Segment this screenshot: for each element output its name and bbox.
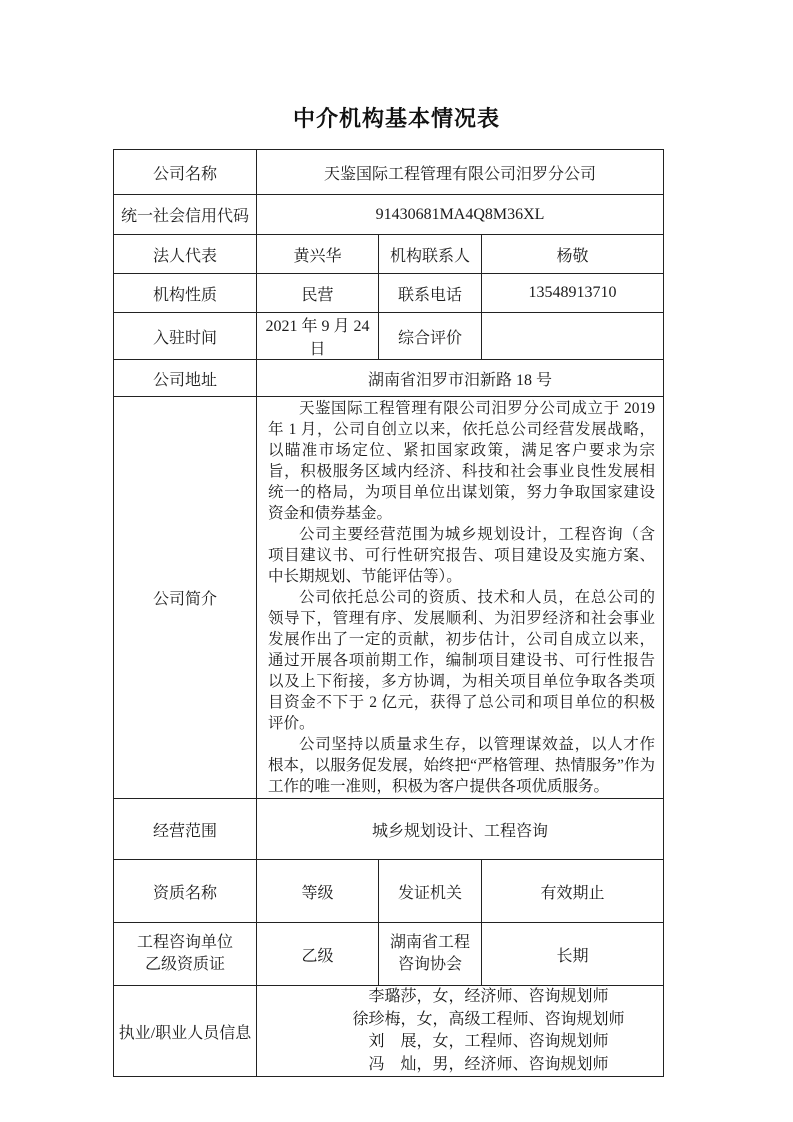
qualification-name-line2: 乙级资质证 (144, 956, 225, 973)
phone-label: 联系电话 (379, 274, 482, 313)
evaluation-label: 综合评价 (379, 313, 482, 360)
qual-issuer-header: 发证机关 (379, 860, 482, 923)
row-qualification-header (114, 860, 664, 923)
contact-person-value: 杨敬 (482, 235, 664, 274)
qual-name-header: 资质名称 (114, 860, 257, 923)
credit-code-value: 91430681MA4Q8M36XL (257, 195, 664, 235)
row-org-nature (114, 274, 664, 313)
personnel-label: 执业/职业人员信息 (114, 986, 257, 1077)
qualification-validity: 长期 (482, 923, 664, 986)
agency-info-table (113, 149, 664, 1077)
qualification-issuer-line1: 湖南省工程 (389, 934, 470, 951)
qualification-name (114, 923, 257, 986)
entry-date-label: 入驻时间 (114, 313, 257, 360)
qualification-issuer-line2: 咨询协会 (397, 956, 462, 973)
row-company-name (114, 150, 664, 195)
phone-value: 13548913710 (482, 274, 664, 313)
legal-rep-label: 法人代表 (114, 235, 257, 274)
document-title: 中介机构基本情况表 (292, 106, 500, 131)
business-scope-label: 经营范围 (114, 799, 257, 860)
contact-person-label: 机构联系人 (379, 235, 482, 274)
credit-code-label: 统一社会信用代码 (114, 195, 257, 235)
row-personnel (114, 986, 664, 1077)
row-legal-rep (114, 235, 664, 274)
personnel-entry: 李璐莎，女，经济师、咨询规划师 (368, 988, 609, 1005)
personnel-entry: 徐珍梅，女，高级工程师、咨询规划师 (352, 1010, 625, 1028)
qual-validity-header: 有效期止 (482, 860, 664, 923)
qualification-issuer (379, 923, 482, 986)
row-credit-code (114, 195, 664, 235)
row-business-scope (114, 799, 664, 860)
profile-paragraph: 公司坚持以质量求生存，以管理谋效益，以人才作根本，以服务促发展，始终把“严格管理、热情服务”作为工作的唯一准则，积极为客户提供各项优质服务。 (268, 736, 656, 795)
address-label: 公司地址 (114, 360, 257, 397)
qualification-name-line1: 工程咨询单位 (136, 934, 233, 951)
row-qualification (114, 923, 664, 986)
address-value: 湖南省汨罗市汨新路 18 号 (257, 360, 664, 397)
profile-text (257, 397, 664, 799)
business-scope-value: 城乡规划设计、工程咨询 (257, 799, 664, 860)
profile-label: 公司简介 (114, 397, 257, 799)
org-nature-value: 民营 (257, 274, 379, 313)
qual-grade-header: 等级 (257, 860, 379, 923)
profile-paragraph: 天鉴国际工程管理有限公司汨罗分公司成立于 2019 年 1 月，公司自创立以来，依托总公司经营发展战略，以瞄准市场定位、紧扣国家政策，满足客户要求为宗旨，积极服务区域内经济、科技和社会事业良性发展相统一的格局，为项目单位出谋划策，努力争取国家建设资金和债券基金。 (268, 400, 656, 522)
entry-date-value: 2021 年 9 月 24 日 (257, 313, 379, 360)
personnel-entry: 刘 展，女，工程师、咨询规划师 (368, 1033, 609, 1050)
legal-rep-value: 黄兴华 (257, 235, 379, 274)
company-name-label: 公司名称 (114, 150, 257, 195)
row-entry-date (114, 313, 664, 360)
company-name-value: 天鉴国际工程管理有限公司汨罗分公司 (257, 150, 664, 195)
row-address (114, 360, 664, 397)
profile-paragraph: 公司依托总公司的资质、技术和人员，在总公司的领导下，管理有序、发展顺利、为汨罗经济和社会事业发展作出了一定的贡献，初步估计，公司自成立以来，通过开展各项前期工作，编制项目建设书、可行性报告以及上下衔接，多方协调，为相关项目单位争取各类项目资金不下于 2 亿元，获得了总公司和项目单位的积极评价。 (268, 589, 656, 732)
personnel-entry: 冯 灿，男，经济师、咨询规划师 (368, 1055, 609, 1073)
qualification-grade: 乙级 (257, 923, 379, 986)
personnel-list (257, 986, 664, 1077)
org-nature-label: 机构性质 (114, 274, 257, 313)
evaluation-value (482, 313, 664, 360)
row-company-profile (114, 397, 664, 799)
profile-paragraph: 公司主要经营范围为城乡规划设计，工程咨询（含项目建议书、可行性研究报告、项目建设及实施方案、中长期规划、节能评估等）。 (268, 526, 656, 585)
